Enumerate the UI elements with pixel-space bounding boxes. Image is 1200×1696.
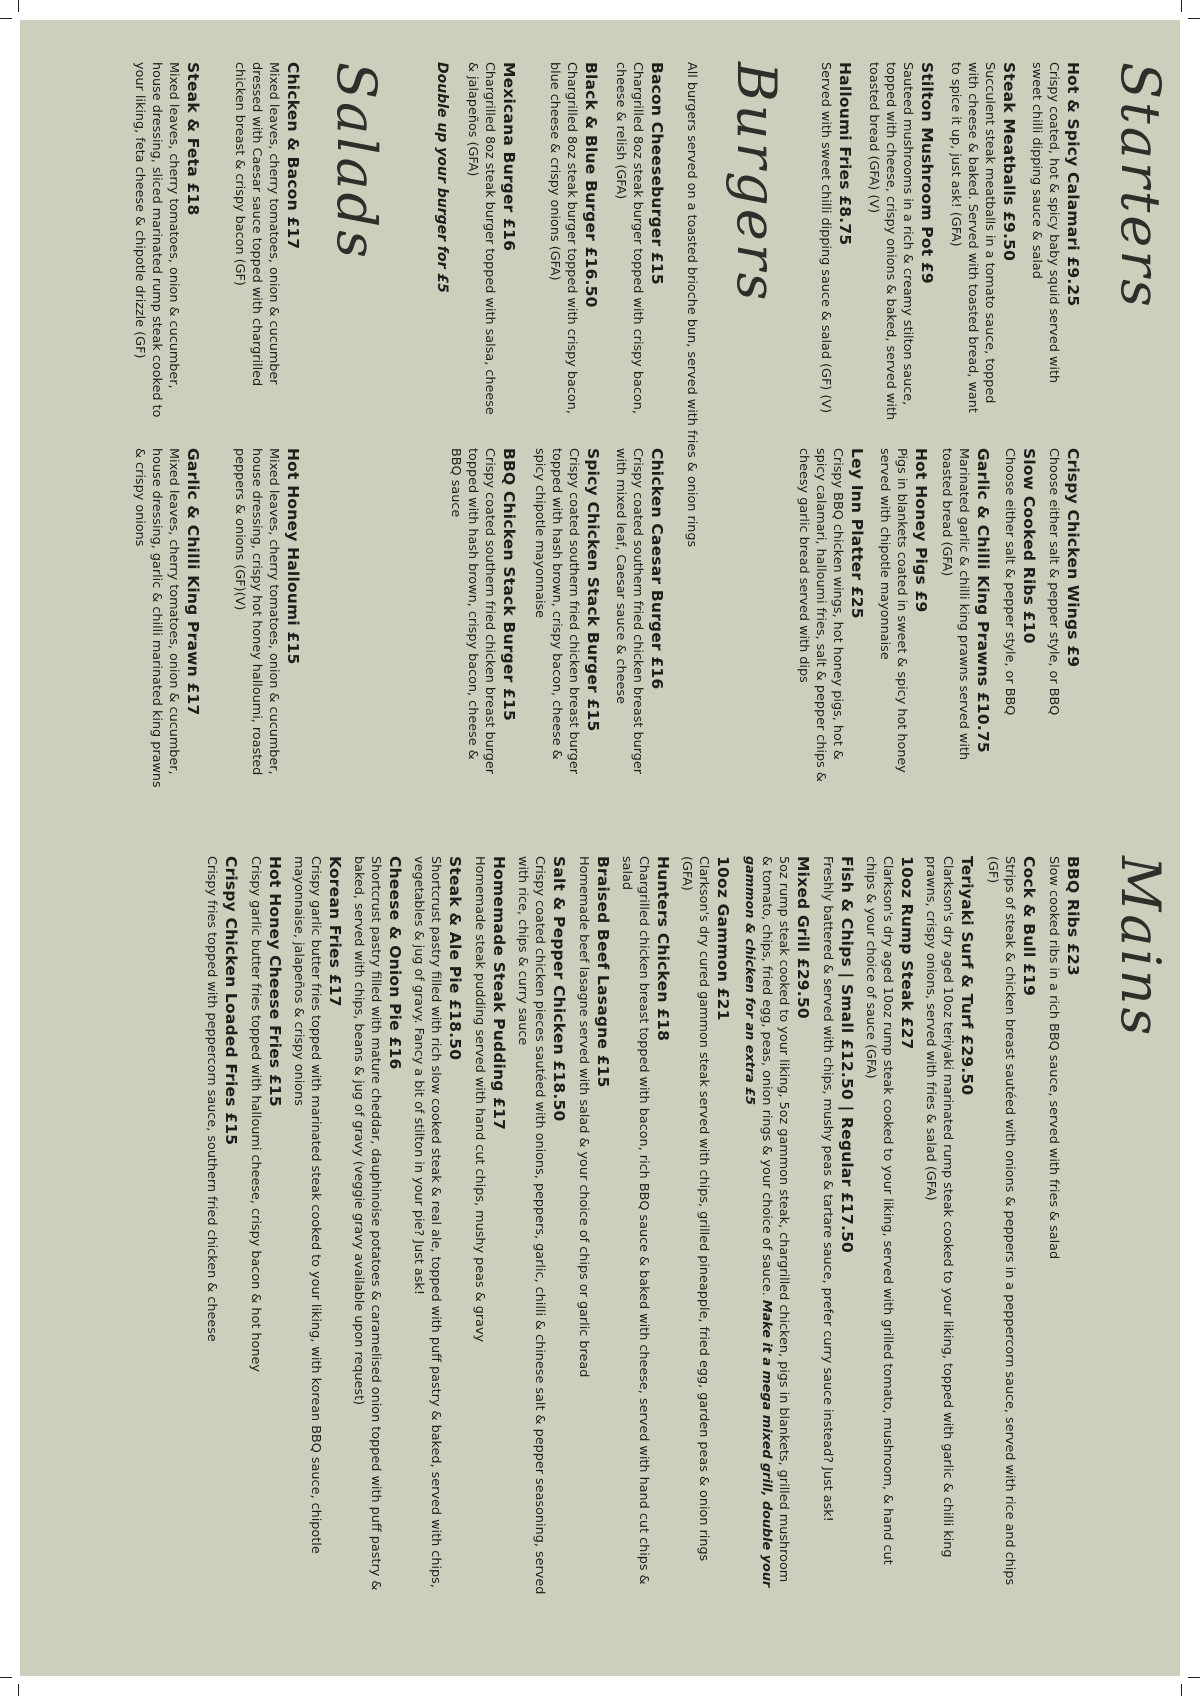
item-desc: Crispy coated southern fried chicken breast burger topped with hash brown, crispy bacon, cheese & BBQ sauce bbox=[448, 448, 497, 775]
item-name: Steak & Feta £18 bbox=[184, 62, 202, 216]
main-item bbox=[247, 856, 286, 1596]
mixed-grill-upgrade: Make it a mega mixed grill, double your gammon & chicken for an extra £5 bbox=[742, 856, 774, 1588]
item-desc: Homemade beef lasagne served with salad & your choice of chips or garlic bread bbox=[576, 856, 591, 1378]
item-name: Braised Beef Lasagne £15 bbox=[594, 856, 612, 1088]
item-name: Homemade Steak Pudding £17 bbox=[490, 856, 508, 1131]
starter-item bbox=[795, 448, 868, 788]
item-desc: Choose either salt & pepper style, or BBQ bbox=[1002, 448, 1017, 716]
item-name: Korean Fries £17 bbox=[326, 856, 344, 1007]
item-name: Hot Honey Cheese Fries £15 bbox=[266, 856, 284, 1107]
item-name: Crispy Chicken Wings £9 bbox=[1064, 448, 1082, 668]
item-name: Crispy Chicken Loaded Fries £15 bbox=[222, 856, 240, 1146]
main-item bbox=[741, 856, 814, 1596]
item-desc: Mixed leaves, cherry tomatoes, onion & cucumber, house dressing, garlic & chilli marinated king prawns & crispy onions bbox=[132, 448, 181, 788]
item-name: BBQ Ribs £23 bbox=[1064, 856, 1082, 976]
salad-item bbox=[231, 448, 304, 788]
main-item bbox=[618, 856, 674, 1596]
item-desc: Freshly battered & served with chips, mushy peas & tartare sauce, prefer curry sauce instead? Just ask! bbox=[820, 856, 835, 1522]
main-item bbox=[862, 856, 918, 1596]
item-name: Garlic & Chilli King Prawn £17 bbox=[184, 448, 202, 716]
burger-item bbox=[531, 448, 604, 788]
item-desc: Chargrilled 8oz steak burger topped with salsa, cheese & jalapeños (GFA) bbox=[465, 62, 497, 415]
burgers-note: All burgers served on a toasted brioche bun, served with fries & onion rings bbox=[684, 62, 699, 548]
main-item bbox=[678, 856, 734, 1596]
item-name: Mexicana Burger £16 bbox=[500, 62, 518, 252]
salad-item bbox=[131, 62, 204, 422]
main-item bbox=[1045, 856, 1084, 1596]
item-desc: Pigs in blankets coated in sweet & spicy hot honey served with chipotle mayonnaise bbox=[877, 448, 909, 773]
starter-item bbox=[1001, 448, 1040, 788]
item-name: Hunters Chicken £18 bbox=[654, 856, 672, 1042]
starter-item bbox=[817, 62, 856, 422]
main-item bbox=[410, 856, 466, 1596]
item-desc: Mixed leaves, cherry tomatoes, onion & cucumber, house dressing, crispy hot honey halloumi, roasted peppers & onions (GF)(V) bbox=[232, 448, 281, 776]
main-item bbox=[922, 856, 978, 1596]
salad-item bbox=[231, 62, 304, 422]
item-desc: Crispy garlic butter fries topped with marinated steak cooked to your liking, with korean BBQ sauce, chipotle mayonnaise, jalapeños & crispy onions bbox=[291, 856, 323, 1554]
item-name: Steak & Ale Pie £18.50 bbox=[446, 856, 464, 1061]
salad-item bbox=[131, 448, 204, 788]
starter-item bbox=[1045, 448, 1084, 788]
crop-mark bbox=[1188, 1677, 1200, 1678]
item-desc: Clarkson's dry aged 10oz rump steak cooked to your liking, served with grilled tomato, mushroom, & hand cut chips & your choice of sauce (GFA) bbox=[863, 856, 895, 1565]
item-name: Steak Meatballs £9.50 bbox=[1000, 62, 1018, 262]
crop-mark bbox=[1181, 1684, 1182, 1696]
item-desc: Strips of steak & chicken breast sautéed with onions & peppers in a peppercorn sauce, served with rice and chips (GF) bbox=[985, 856, 1017, 1586]
burger-offer: Double up your burger for £5 bbox=[434, 62, 450, 293]
burger-item bbox=[447, 448, 520, 788]
item-name: 10oz Gammon £21 bbox=[714, 856, 732, 1021]
main-item bbox=[984, 856, 1040, 1596]
main-item bbox=[350, 856, 406, 1596]
item-desc: Crispy BBQ chicken wings, hot honey pigs, hot & spicy calamari, halloumi fries, salt & pepper chips & cheesy garlic bread served with dips bbox=[796, 448, 845, 782]
item-desc: Mixed leaves, cherry tomatoes, onion & cucumber dressed with Caesar sauce topped with chargrilled chicken breast & crispy bacon (GF) bbox=[232, 62, 281, 387]
burger-item bbox=[612, 448, 668, 788]
item-desc: Succulent steak meatballs in a tomato sauce, topped with cheese & baked. Served with toasted bread, want to spice it up, just ask! (GFA) bbox=[948, 62, 997, 413]
item-desc: Slow cooked ribs in a rich BBQ sauce, served with fries & salad bbox=[1046, 856, 1061, 1260]
crop-mark bbox=[0, 18, 12, 19]
item-desc: Served with sweet chilli dipping sauce & salad (GF) (V) bbox=[818, 62, 833, 414]
crop-mark bbox=[1181, 0, 1182, 12]
crop-mark bbox=[18, 1684, 19, 1696]
main-item bbox=[290, 856, 346, 1596]
item-desc: Shortcrust pastry filled with rich slow cooked steak & real ale, topped with puff pastry & baked, served with chips, vegetables & jug of gravy. Fancy a bit of stilton in your pie? Just ask! bbox=[411, 856, 443, 1588]
mains-heading: Mains bbox=[1109, 856, 1172, 1039]
item-name: Black & Blue Burger £16.50 bbox=[582, 62, 600, 308]
item-desc: Clarkson's dry cured gammon steak served with chips, grilled pineapple, fried egg, garden peas & onion rings (GFA) bbox=[679, 856, 711, 1562]
item-desc: Chargrilled 8oz steak burger topped with crispy bacon, cheese & relish (GFA) bbox=[613, 62, 645, 414]
item-desc: Choose either salt & pepper style, or BBQ bbox=[1046, 448, 1061, 716]
item-desc: Clarkson's dry aged 10oz teriyaki marinated rump steak cooked to your liking, topped with garlic & chilli king prawns, crispy onions, served with fries & salad (GFA) bbox=[923, 856, 955, 1558]
starter-item bbox=[876, 448, 932, 788]
item-name: Hot Honey Pigs £9 bbox=[912, 448, 930, 613]
starters-heading: Starters bbox=[1109, 62, 1172, 310]
item-name: Hot Honey Halloumi £15 bbox=[284, 448, 302, 665]
item-desc: Sauteed mushrooms in a rich & creamy stilton sauce, topped with cheese, crispy onions & baked, served with toasted bread (GFA) (V) bbox=[866, 62, 915, 421]
item-name: Stilton Mushroom Pot £9 bbox=[918, 62, 936, 284]
main-item bbox=[819, 856, 858, 1596]
crop-mark bbox=[18, 0, 19, 12]
crop-mark bbox=[0, 1677, 12, 1678]
item-name: 10oz Rump Steak £27 bbox=[898, 856, 916, 1050]
item-desc: Shortcrust pastry filled with mature cheddar, dauphinoise potatoes & caramelised onion topped with puff pastry & baked, served with chips, beans & jug of gravy (veggie gravy available upon request) bbox=[351, 856, 383, 1591]
item-name: Ley Inn Platter £25 bbox=[848, 448, 866, 619]
item-name: Bacon Cheeseburger £15 bbox=[648, 62, 666, 285]
burger-item bbox=[464, 62, 520, 422]
main-item bbox=[203, 856, 242, 1596]
main-item bbox=[575, 856, 614, 1596]
burgers-heading: Burgers bbox=[725, 62, 788, 304]
item-name: Cock & Bull £19 bbox=[1020, 856, 1038, 997]
starter-item bbox=[947, 62, 1020, 422]
salads-heading: Salads bbox=[325, 62, 388, 261]
item-desc: Homemade steak pudding served with hand cut chips, mushy peas & gravy bbox=[472, 856, 487, 1343]
item-desc: Crispy coated southern fried chicken breast burger with mixed leaf, Caesar sauce & cheese bbox=[613, 448, 645, 775]
item-name: Chicken & Bacon £17 bbox=[284, 62, 302, 250]
burger-item bbox=[546, 62, 602, 422]
item-name: Fish & Chips | Small £12.50 | Regular £17.50 bbox=[838, 856, 856, 1254]
item-name: Slow Cooked Ribs £10 bbox=[1020, 448, 1038, 644]
main-item bbox=[514, 856, 570, 1596]
item-desc bbox=[741, 856, 792, 1596]
item-name: Hot & Spicy Calamari £9.25 bbox=[1064, 62, 1082, 307]
item-desc: Marinated garlic & chilli king prawns served with toasted bread (GFA) bbox=[939, 448, 971, 761]
main-item bbox=[471, 856, 510, 1596]
crop-mark bbox=[1188, 18, 1200, 19]
starter-item bbox=[865, 62, 938, 422]
item-name: Chicken Caesar Burger £16 bbox=[648, 448, 666, 690]
item-name: Spicy Chicken Stack Burger £15 bbox=[584, 448, 602, 732]
item-desc: Mixed leaves, cherry tomatoes, onion & cucumber, house dressing, sliced marinated rump steak cooked to your liking, feta cheese & chipotle drizzle (GF) bbox=[132, 62, 181, 418]
item-desc: Crispy coated chicken pieces sautéed with onions, peppers, garlic, chilli & chinese salt & pepper seasoning, served with rice, chips & curry sauce bbox=[515, 856, 547, 1595]
item-desc: Crispy fries topped with peppercorn sauce, southern fried chicken & cheese bbox=[204, 856, 219, 1342]
item-desc-text: 5oz rump steak cooked to your liking, 5oz gammon steak, chargrilled chicken, pigs in blankets, grilled mushroom & tomato, chips, fried egg, peas, onion rings & your choice of sauce. bbox=[759, 856, 791, 1583]
item-name: Teriyaki Surf & Turf £29.50 bbox=[958, 856, 976, 1096]
starter-item bbox=[938, 448, 994, 788]
item-name: Garlic & Chilli King Prawns £10.75 bbox=[974, 448, 992, 753]
item-desc: Crispy coated, hot & spicy baby squid served with sweet chilli dipping sauce & salad bbox=[1029, 62, 1061, 384]
item-desc: Crispy coated southern fried chicken breast burger topped with hash brown, crispy bacon, cheese & spicy chipotle mayonnaise bbox=[532, 448, 581, 775]
starter-item bbox=[1028, 62, 1084, 422]
item-desc: Crispy garlic butter fries topped with halloumi cheese, crispy bacon & hot honey bbox=[248, 856, 263, 1372]
item-name: Mixed Grill £29.50 bbox=[794, 856, 812, 1019]
item-name: Cheese & Onion Pie £16 bbox=[386, 856, 404, 1070]
item-name: BBQ Chicken Stack Burger £15 bbox=[500, 448, 518, 721]
item-desc: Chargrilled 8oz steak burger topped with crispy bacon, blue cheese & crispy onions (GFA) bbox=[547, 62, 579, 414]
item-name: Halloumi Fries £8.75 bbox=[836, 62, 854, 246]
item-name: Salt & Pepper Chicken £18.50 bbox=[550, 856, 568, 1122]
burger-item bbox=[612, 62, 668, 422]
menu-sheet bbox=[20, 20, 1180, 1676]
item-desc: Chargrilled chicken breast topped with bacon, rich BBQ sauce & baked with cheese, served with hand cut chips & salad bbox=[619, 856, 651, 1585]
